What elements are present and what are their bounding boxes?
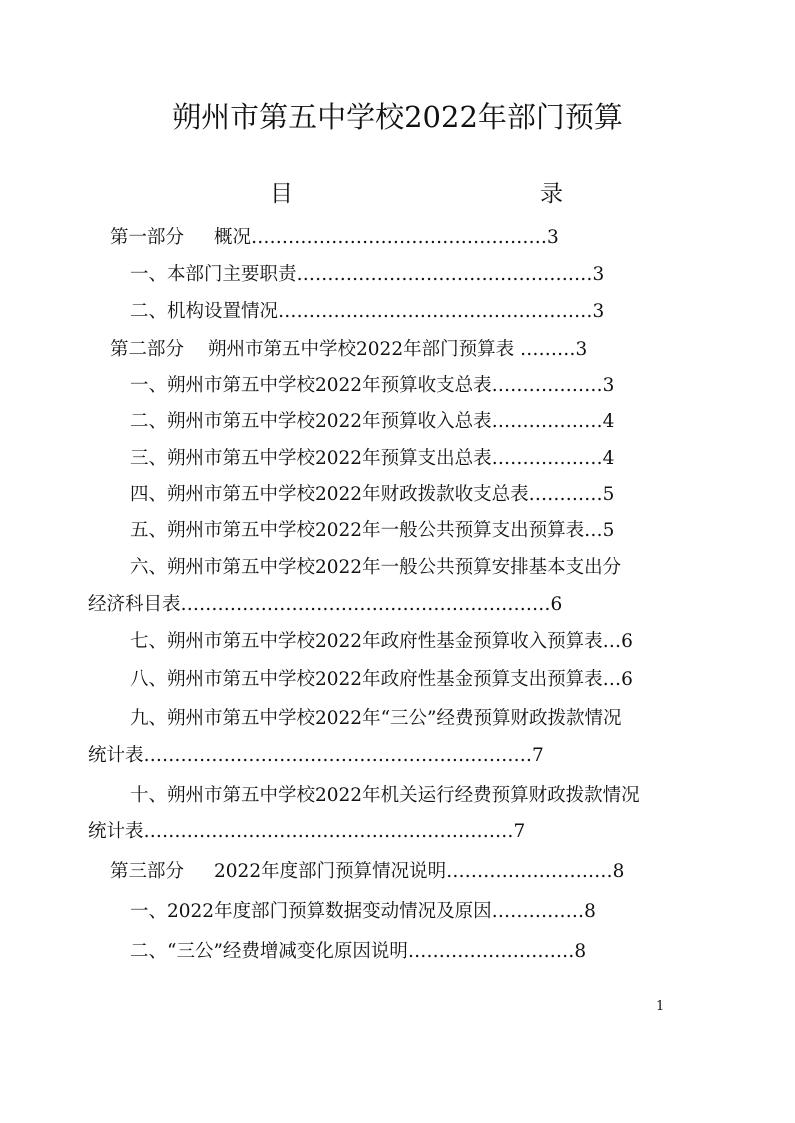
toc-page-number: 3 [592,264,605,285]
toc-page-number: 3 [547,227,559,248]
toc-entry[interactable] [130,667,633,693]
toc-leader: … [584,520,603,541]
toc-entry[interactable] [130,518,614,544]
toc-entry[interactable] [130,783,640,809]
toc-page-number: 8 [612,861,625,882]
toc-heading [0,176,795,212]
toc-page-number: 5 [602,520,615,541]
toc-entry-text: 七、朔州市第五中学校2022年政府性基金预算收入预算表 [130,631,603,652]
toc-entry-text: 经济科目表 [88,594,181,615]
toc-leader: ……………………… [407,941,575,962]
toc-page-number: 7 [513,821,526,842]
toc-page-number: 5 [602,484,615,505]
toc-entry-text: 二、“三公”经费增减变化原因说明 [130,941,408,962]
toc-page-number: 3 [592,301,605,322]
toc-part-label: 第二部分 [110,339,185,360]
toc-entry[interactable] [130,409,614,435]
toc-leader: ……… [520,339,576,360]
toc-leader: …………………………………………… [278,301,593,322]
toc-entry-text: 六、朔州市第五中学校2022年一般公共预算安排基本支出分 [130,557,622,578]
toc-entry[interactable] [130,482,614,508]
toc-entry-text: 三、朔州市第五中学校2022年预算支出总表 [130,448,492,469]
toc-part-label: 第三部分 [110,861,185,882]
toc-part-label: 第一部分 [110,227,185,248]
toc-page-number: 3 [602,375,615,396]
toc-entry-part-1[interactable] [110,225,559,251]
toc-page-number: 6 [621,631,633,652]
toc-entry-text: 二、机构设置情况 [130,301,279,322]
toc-page-number: 3 [575,339,588,360]
toc-page-number: 6 [550,594,563,615]
toc-leader: … [602,669,622,690]
toc-entry[interactable] [130,899,596,925]
toc-entry-text: 一、本部门主要职责 [130,264,297,285]
toc-entry-continuation[interactable] [88,819,525,845]
toc-page-number: 8 [584,901,596,922]
toc-leader: …………………………………………………… [143,821,514,842]
toc-heading-char-1: 目 [270,181,293,207]
toc-page-number: 8 [574,941,587,962]
toc-entry[interactable] [130,446,614,472]
toc-entry-text: 十、朔州市第五中学校2022年机关运行经费预算财政拨款情况 [130,785,640,806]
toc-page-number: 6 [621,669,633,690]
toc-entry-text: 一、朔州市第五中学校2022年预算收支总表 [130,375,492,396]
toc-page-number: 4 [602,411,615,432]
page-number: 1 [656,999,665,1014]
toc-leader: …………………………………………………… [180,594,551,615]
toc-entry-text: 统计表 [88,745,144,766]
toc-leader: …………… [491,901,585,922]
toc-entry-text: 统计表 [88,821,144,842]
toc-entry-text: 五、朔州市第五中学校2022年一般公共预算支出预算表 [130,520,585,541]
toc-entry[interactable] [130,939,586,965]
toc-leader: ………… [528,484,603,505]
document-title: 朔州市第五中学校2022年部门预算 [172,100,623,134]
toc-entry-continuation[interactable] [88,592,562,618]
toc-entry[interactable] [130,373,614,399]
toc-entry[interactable] [130,299,604,325]
toc-entry-text: 二、朔州市第五中学校2022年预算收入总表 [130,411,492,432]
toc-entry-part-3[interactable] [110,859,624,885]
toc-leader: ………………………………………… [296,264,593,285]
toc-leader: ……………… [491,375,603,396]
toc-leader: ……………… [491,411,603,432]
toc-entry-text: 九、朔州市第五中学校2022年“三公”经费预算财政拨款情况 [130,708,622,729]
toc-entry-text: 2022年度部门预算情况说明 [214,861,447,882]
toc-page-number: 4 [602,448,615,469]
toc-entry-text: 概况 [214,227,252,248]
toc-leader: … [602,631,622,652]
toc-entry-text: 朔州市第五中学校2022年部门预算表 [208,339,515,360]
toc-entry[interactable] [130,629,633,655]
toc-page-number: 7 [532,745,544,766]
toc-leader: ………………………………………… [251,227,548,248]
toc-entry-text: 四、朔州市第五中学校2022年财政拨款收支总表 [130,484,529,505]
toc-entry-text: 一、2022年度部门预算数据变动情况及原因 [130,901,492,922]
toc-leader: ……………… [491,448,603,469]
toc-leader: ……………………… [446,861,613,882]
toc-entry-continuation[interactable] [88,743,544,769]
toc-entry[interactable] [130,706,622,732]
toc-entry[interactable] [130,262,604,288]
toc-leader: ……………………………………………………… [143,745,533,766]
toc-entry-text: 八、朔州市第五中学校2022年政府性基金预算支出预算表 [130,669,603,690]
toc-heading-char-2: 录 [540,181,563,207]
toc-entry[interactable] [130,555,621,581]
toc-entry-part-2[interactable] [110,337,587,363]
